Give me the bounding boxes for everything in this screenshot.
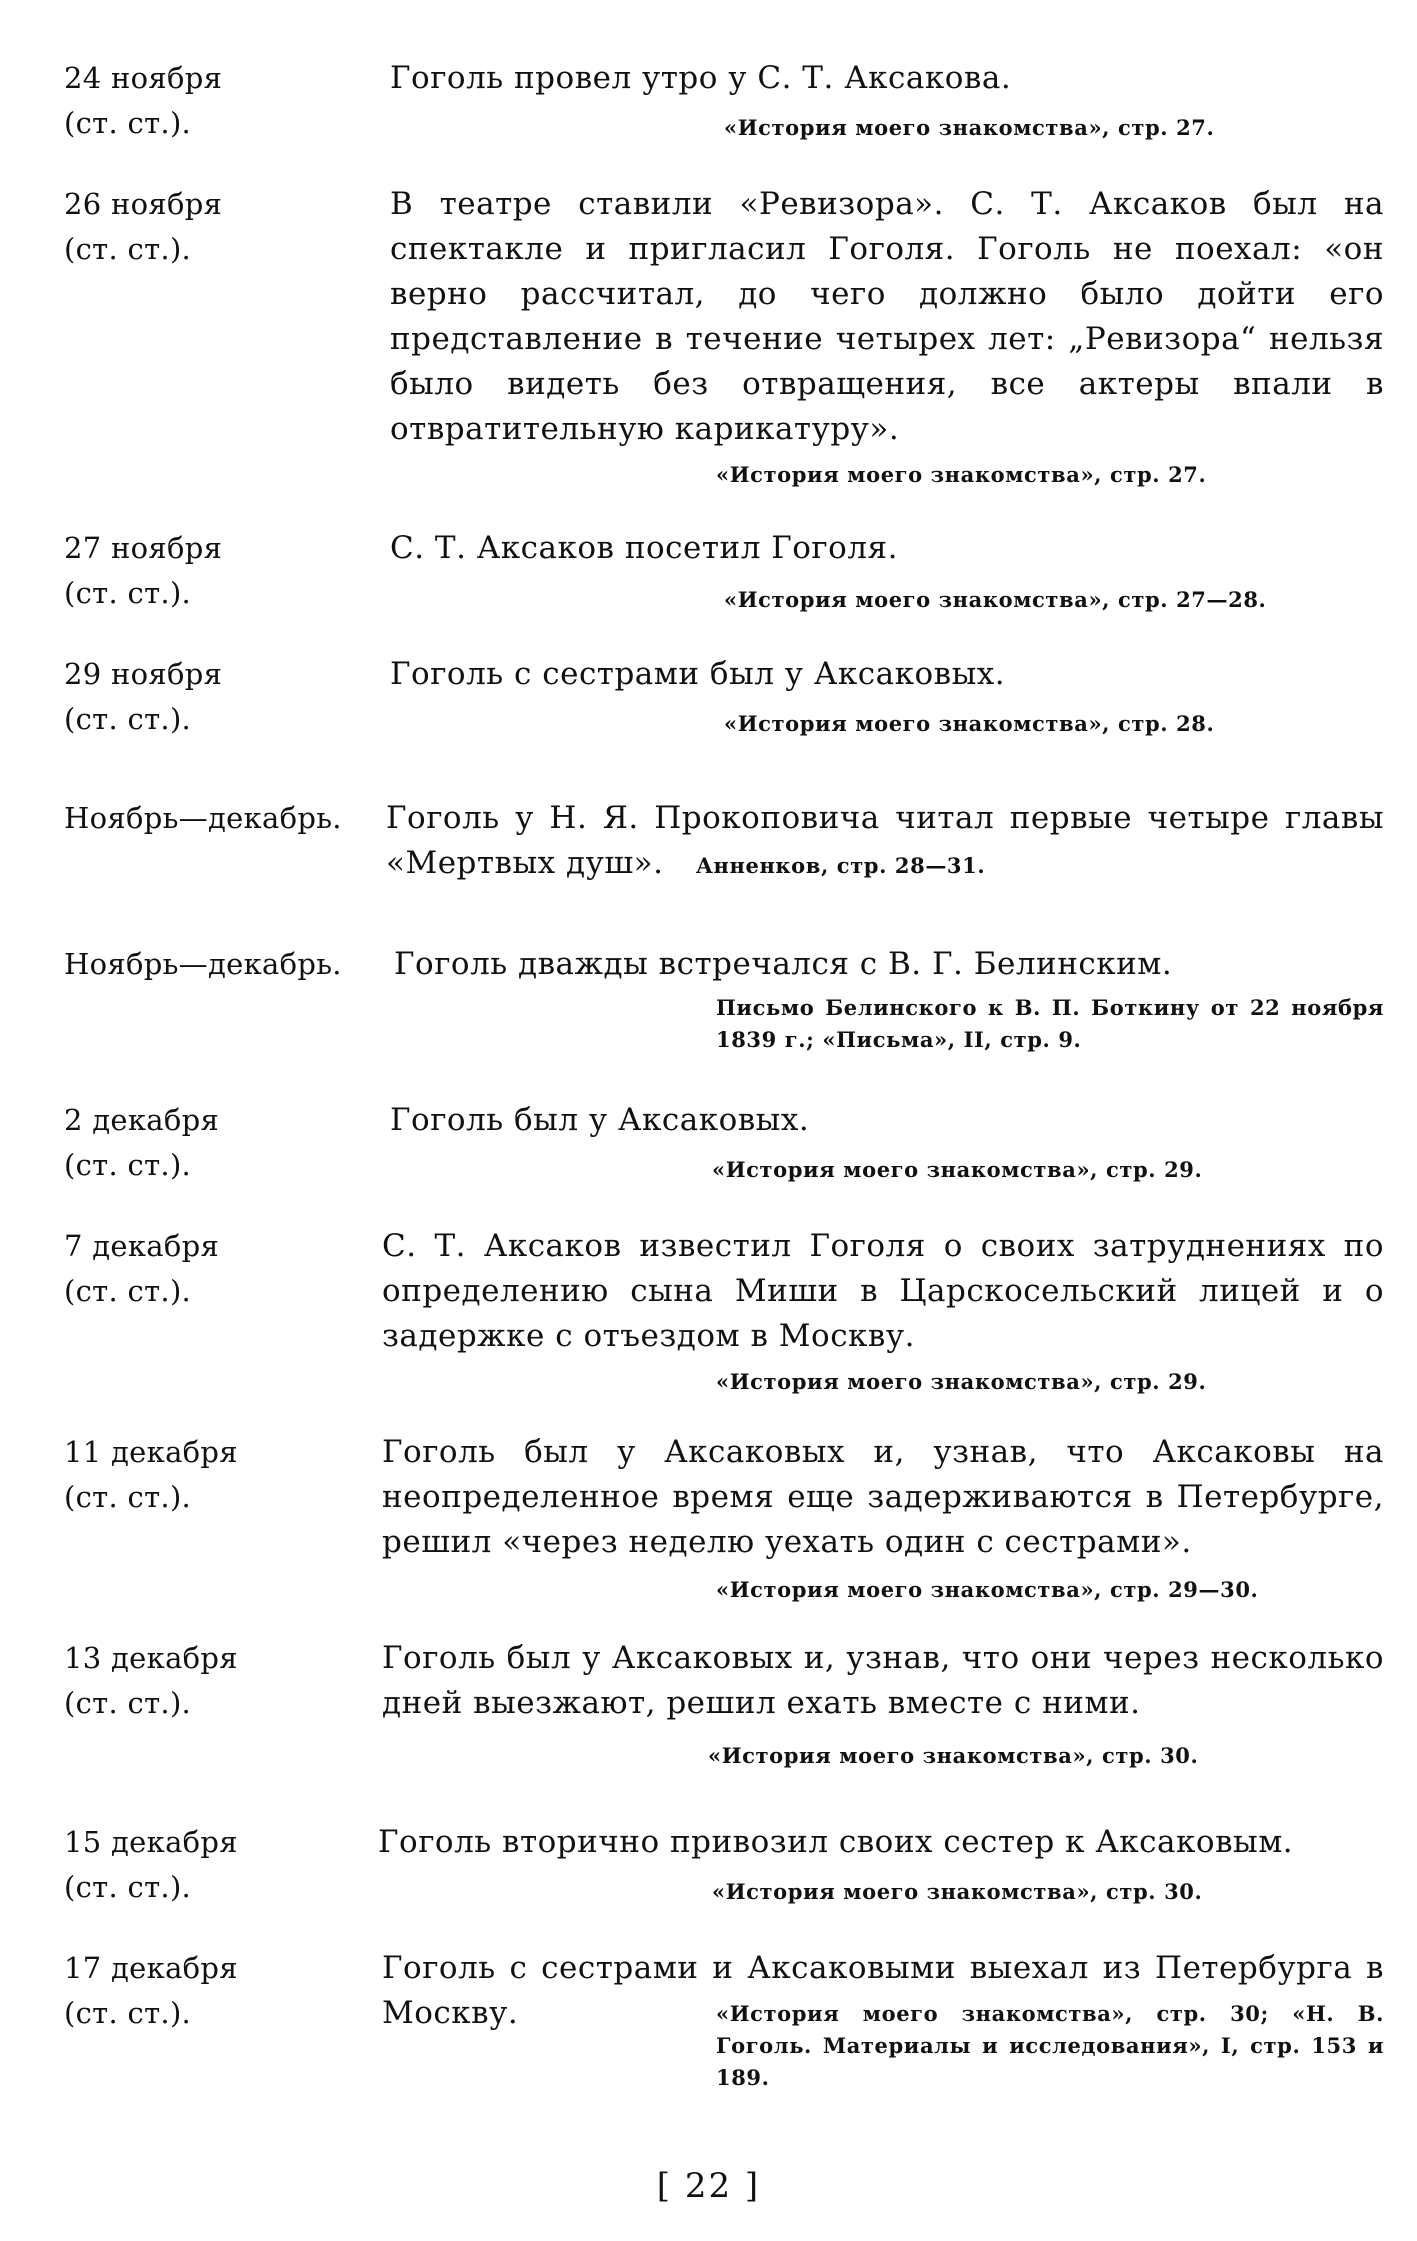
entry-text-body: Гоголь у Н. Я. Прокоповича читал первые четыре главы «Мертвых душ». <box>386 800 1384 881</box>
entry-date <box>64 182 374 272</box>
entry-date-style: (ст. ст.). <box>64 1686 192 1720</box>
entry-date-style: (ст. ст.). <box>64 232 192 266</box>
entry-source: «История моего знакомства», стр. 27. <box>716 462 1207 487</box>
entry-date <box>64 652 374 742</box>
entry-text <box>386 796 1384 888</box>
entry-date <box>64 1946 374 2036</box>
entry-date-day: 27 ноября <box>64 531 223 565</box>
entry-source: Анненков, стр. 28—31. <box>695 853 986 878</box>
entry-date <box>64 942 394 987</box>
entry-text: Гоголь с сестрами был у Аксаковых. <box>390 656 1006 692</box>
entry-source: «История моего знакомства», стр. 29—30. <box>716 1577 1259 1602</box>
entry-text: Гоголь вторично привозил своих сестер к Аксаковым. <box>378 1824 1294 1860</box>
entry-date-day: 15 декабря <box>64 1825 238 1859</box>
entry-date <box>64 1430 374 1520</box>
entry-date-day: 24 ноября <box>64 61 223 95</box>
entry-date-day: 17 декабря <box>64 1951 238 1985</box>
entry-date-style: (ст. ст.). <box>64 1274 192 1308</box>
entry-date-day: 7 декабря <box>64 1229 220 1263</box>
entry-text: Гоголь с сестрами и Аксаковыми выехал из Петербурга в Москву. <box>382 1950 1384 2031</box>
entry-text: С. Т. Аксаков известил Гоголя о своих затруднениях по определению сына Миши в Царскосельский лицей и о задержке с отъездом в Москву. <box>382 1228 1384 1354</box>
entry-date-style: (ст. ст.). <box>64 702 192 736</box>
entry-date <box>64 1098 374 1188</box>
entry-date-day: Ноябрь—декабрь. <box>64 947 342 981</box>
entry-source: Письмо Белинского к В. П. Боткину от 22 ноября 1839 г.; «Письма», II, стр. 9. <box>716 995 1384 1052</box>
entry-text: Гоголь провел утро у С. Т. Аксакова. <box>390 60 1012 96</box>
entry-source: «История моего знакомства», стр. 29. <box>716 1369 1207 1394</box>
entry-text: Гоголь был у Аксаковых и, узнав, что Аксаковы на неопределенное время еще задерживаются в Петербурге, решил «через неделю уехать один с сестрами». <box>382 1434 1384 1560</box>
entry-date-style: (ст. ст.). <box>64 1996 192 2030</box>
entry-date <box>64 56 374 146</box>
entry-text: Гоголь был у Аксаковых и, узнав, что они через несколько дней выезжают, решил ехать вместе с ними. <box>382 1640 1384 1721</box>
entry-text: С. Т. Аксаков посетил Гоголя. <box>390 530 898 566</box>
entry-text: В театре ставили «Ревизора». С. Т. Аксаков был на спектакле и пригласил Гоголя. Гоголь не поехал: «он верно рассчитал, до чего должно было дойти его представление в течение четырех лет: „Ревизора“ нельзя было видеть без отвращения, все актеры впали в отвратительную карикатуру». <box>390 186 1384 447</box>
entry-date-day: Ноябрь—декабрь. <box>64 801 342 835</box>
entry-text: Гоголь дважды встречался с В. Г. Белинским. <box>394 946 1173 982</box>
entry-source: «История моего знакомства», стр. 27. <box>724 115 1215 140</box>
page-number: [ 22 ] <box>656 2166 761 2206</box>
entry-date-day: 2 декабря <box>64 1103 220 1137</box>
entry-date <box>64 526 374 616</box>
entry-date-day: 26 ноября <box>64 187 223 221</box>
entry-source: «История моего знакомства», стр. 28. <box>724 711 1215 736</box>
entry-date-day: 11 декабря <box>64 1435 238 1469</box>
entry-source: «История моего знакомства», стр. 30. <box>708 1743 1199 1768</box>
entry-date <box>64 1224 374 1314</box>
entry-date-day: 13 декабря <box>64 1641 238 1675</box>
entry-source: «История моего знакомства», стр. 27—28. <box>724 587 1267 612</box>
entry-date <box>64 1820 374 1910</box>
entry-date <box>64 1636 374 1726</box>
entry-source: «История моего знакомства», стр. 30; «Н. В. Гоголь. Материалы и исследования», I, стр. 153 и 189. <box>716 2001 1384 2090</box>
entry-date-style: (ст. ст.). <box>64 106 192 140</box>
entry-source: «История моего знакомства», стр. 29. <box>712 1157 1203 1182</box>
entry-date-style: (ст. ст.). <box>64 1480 192 1514</box>
entry-source: «История моего знакомства», стр. 30. <box>712 1879 1203 1904</box>
entry-date-style: (ст. ст.). <box>64 1870 192 1904</box>
entry-text: Гоголь был у Аксаковых. <box>390 1102 810 1138</box>
entry-date-style: (ст. ст.). <box>64 1148 192 1182</box>
entry-date <box>64 796 394 841</box>
entry-date-style: (ст. ст.). <box>64 576 192 610</box>
entry-date-day: 29 ноября <box>64 657 223 691</box>
